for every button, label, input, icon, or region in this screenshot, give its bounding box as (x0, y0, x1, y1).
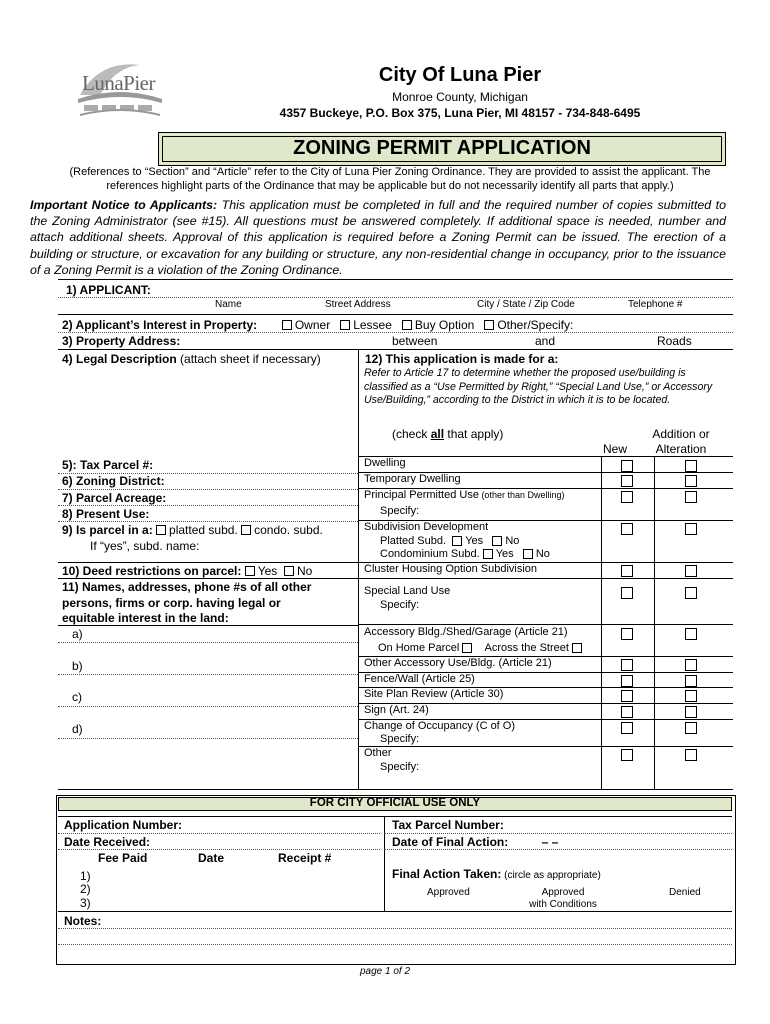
row-subdivision: Subdivision Development (364, 521, 489, 533)
change-new-checkbox[interactable] (621, 722, 633, 734)
applicant-field[interactable] (58, 297, 733, 298)
interest-a: a) (72, 627, 83, 641)
subd-name-label: If “yes”, subd. name: (90, 539, 200, 553)
fee-row-2: 2) (80, 882, 91, 896)
interest-c: c) (72, 690, 82, 704)
row-special-specify: Specify: (380, 599, 420, 611)
buy-option-checkbox[interactable] (402, 320, 412, 330)
fee-row-3: 3) (80, 896, 91, 910)
row-principal: Principal Permitted Use (other than Dwelling) (364, 489, 565, 501)
parcel-in-row: 9) Is parcel in a: platted subd. condo. subd. (62, 523, 323, 537)
final-action-date-label: Date of Final Action: – – (392, 835, 559, 849)
references-note: (References to “Section” and “Article” refer to the City of Luna Pier Zoning Ordinance. They are provided to assist the applicant. The references highlight parts of the Ordinance that may be applicable but do not necessarily identify all parts that apply.) (69, 166, 711, 192)
col-city: City / State / Zip Code (477, 299, 575, 310)
application-number-label: Application Number: (64, 818, 183, 832)
principal-alt-checkbox[interactable] (685, 491, 697, 503)
zoning-district-label: 6) Zoning District: (62, 474, 165, 488)
receipt-label: Receipt # (278, 851, 332, 865)
row-special: Special Land Use (364, 585, 451, 597)
row-other-specify: Specify: (380, 761, 420, 773)
deed-no-checkbox[interactable] (284, 566, 294, 576)
row-accessory: Accessory Bldg./Shed/Garage (Article 21) (364, 626, 568, 638)
row-site-plan: Site Plan Review (Article 30) (364, 688, 504, 700)
names-label-2: persons, firms or corp. having legal or (62, 596, 281, 610)
names-label-3: equitable interest in the land: (62, 611, 229, 625)
fence-new-checkbox[interactable] (621, 675, 633, 687)
notice-text: This application must be completed in full and the required number of copies submitted to the Zoning Administrator (see #15). All questions must be answered completely. If additional space is needed, number and attach additional sheets. Approval of this application is required before a Zoning Permit can be issued. The erection of a building or structure, or excavation for any building or structure, any non-residential change in occupancy, prior to the issuance of a Zoning Permit is a violation of the Zoning Ordinance. (30, 198, 726, 277)
check-all-note: (check all that apply) (392, 427, 504, 441)
cluster-alt-checkbox[interactable] (685, 565, 697, 577)
condo-yes-checkbox[interactable] (483, 549, 493, 559)
subdivision-new-checkbox[interactable] (621, 523, 633, 535)
date-received-label: Date Received: (64, 835, 151, 849)
row-accessory-location: On Home Parcel Across the Street (378, 642, 585, 654)
temporary-new-checkbox[interactable] (621, 475, 633, 487)
tax-parcel-label: 5): Tax Parcel #: (62, 458, 154, 472)
other-new-checkbox[interactable] (621, 749, 633, 761)
special-new-checkbox[interactable] (621, 587, 633, 599)
city-name: City Of Luna Pier (378, 64, 542, 86)
sign-alt-checkbox[interactable] (685, 706, 697, 718)
cluster-new-checkbox[interactable] (621, 565, 633, 577)
dwelling-alt-checkbox[interactable] (685, 460, 697, 472)
page-title: ZONING PERMIT APPLICATION (293, 137, 591, 159)
final-action-taken-label: Final Action Taken: (circle as appropriate) (392, 867, 601, 881)
principal-new-checkbox[interactable] (621, 491, 633, 503)
deed-row: 10) Deed restrictions on parcel: Yes No (62, 564, 313, 578)
other-acc-new-checkbox[interactable] (621, 659, 633, 671)
denied-option[interactable]: Denied (669, 887, 701, 898)
interest-b: b) (72, 659, 83, 673)
other-alt-checkbox[interactable] (685, 749, 697, 761)
sign-new-checkbox[interactable] (621, 706, 633, 718)
address-line: 4357 Buckeye, P.O. Box 375, Luna Pier, MI 48157 - 734-848-6495 (279, 106, 641, 120)
platted-yes-checkbox[interactable] (452, 536, 462, 546)
row-principal-specify: Specify: (380, 505, 420, 517)
page-number: page 1 of 2 (359, 966, 411, 977)
application-label: 12) This application is made for a: (365, 352, 559, 366)
row-change-specify: Specify: (380, 733, 420, 745)
other-acc-alt-checkbox[interactable] (685, 659, 697, 671)
parcel-acreage-label: 7) Parcel Acreage: (62, 491, 167, 505)
condo-no-checkbox[interactable] (523, 549, 533, 559)
row-other: Other (364, 747, 392, 759)
row-fence: Fence/Wall (Article 25) (364, 673, 475, 685)
col-street: Street Address (325, 299, 391, 310)
site-new-checkbox[interactable] (621, 690, 633, 702)
subdivision-alt-checkbox[interactable] (685, 523, 697, 535)
col-phone: Telephone # (628, 299, 683, 310)
present-use-label: 8) Present Use: (62, 507, 150, 521)
applicant-label: 1) APPLICANT: (66, 283, 151, 297)
title-box (158, 132, 726, 166)
notes-label: Notes: (64, 914, 102, 928)
row-sign: Sign (Art. 24) (364, 704, 429, 716)
fee-paid-label: Fee Paid (98, 851, 148, 865)
other-specify-label: Other/Specify: (497, 318, 574, 332)
col-name: Name (215, 299, 242, 310)
temporary-alt-checkbox[interactable] (685, 475, 697, 487)
site-alt-checkbox[interactable] (685, 690, 697, 702)
row-temporary: Temporary Dwelling (364, 473, 461, 485)
row-other-accessory: Other Accessory Use/Bldg. (Article 21) (364, 657, 552, 669)
date-label: Date (198, 851, 225, 865)
important-notice (30, 197, 726, 278)
accessory-alt-checkbox[interactable] (685, 628, 697, 640)
property-label: 3) Property Address: (62, 334, 181, 348)
application-note: Refer to Article 17 to determine whether the proposed use/building is classified as a “Use Permitted by Right,” “Special Land Use,” or Accessory Use/Building,” according to the District in which it is to be located. (364, 367, 713, 406)
roads-label: Roads (657, 334, 692, 348)
buy-option-label: Buy Option (414, 318, 475, 332)
logo-text: LunaPier (82, 71, 155, 95)
official-header: FOR CITY OFFICIAL USE ONLY (309, 797, 481, 809)
approved-conditions-option[interactable]: Approved with Conditions (529, 887, 597, 910)
row-condo: Condominium Subd. Yes No (380, 548, 550, 560)
interest-label: 2) Applicant’s Interest in Property: (62, 318, 258, 332)
legal-description-label: 4) Legal Description (attach sheet if necessary) (62, 352, 321, 366)
owner-label: Owner (294, 318, 331, 332)
approved-option[interactable]: Approved (427, 887, 470, 898)
special-alt-checkbox[interactable] (685, 587, 697, 599)
other-specify-checkbox[interactable] (484, 320, 494, 330)
col-new-header: New (603, 442, 628, 456)
change-alt-checkbox[interactable] (685, 722, 697, 734)
accessory-new-checkbox[interactable] (621, 628, 633, 640)
row-dwelling: Dwelling (364, 457, 406, 469)
deed-yes-checkbox[interactable] (245, 566, 255, 576)
interest-d: d) (72, 722, 83, 736)
names-label-1: 11) Names, addresses, phone #s of all other (62, 580, 312, 594)
platted-subd-checkbox[interactable] (156, 525, 166, 535)
county-line: Monroe County, Michigan (392, 90, 528, 104)
row-platted: Platted Subd. Yes No (380, 535, 520, 547)
fee-row-1: 1) (80, 869, 91, 883)
platted-no-checkbox[interactable] (492, 536, 502, 546)
lessee-checkbox[interactable] (340, 320, 350, 330)
and-label: and (535, 334, 556, 348)
interest-row (62, 318, 573, 332)
fence-alt-checkbox[interactable] (685, 675, 697, 687)
on-home-checkbox[interactable] (462, 643, 472, 653)
between-label: between (392, 334, 438, 348)
dwelling-new-checkbox[interactable] (621, 460, 633, 472)
owner-checkbox[interactable] (282, 320, 292, 330)
notice-label: Important Notice to Applicants: (30, 198, 218, 212)
col-addition-header: Addition or Alteration (652, 427, 710, 456)
across-street-checkbox[interactable] (572, 643, 582, 653)
row-change-occupancy: Change of Occupancy (C of O) (364, 720, 516, 732)
row-cluster: Cluster Housing Option Subdivision (364, 563, 538, 575)
lessee-label: Lessee (353, 318, 392, 332)
condo-subd-checkbox[interactable] (241, 525, 251, 535)
tax-parcel-number-label: Tax Parcel Number: (392, 818, 504, 832)
